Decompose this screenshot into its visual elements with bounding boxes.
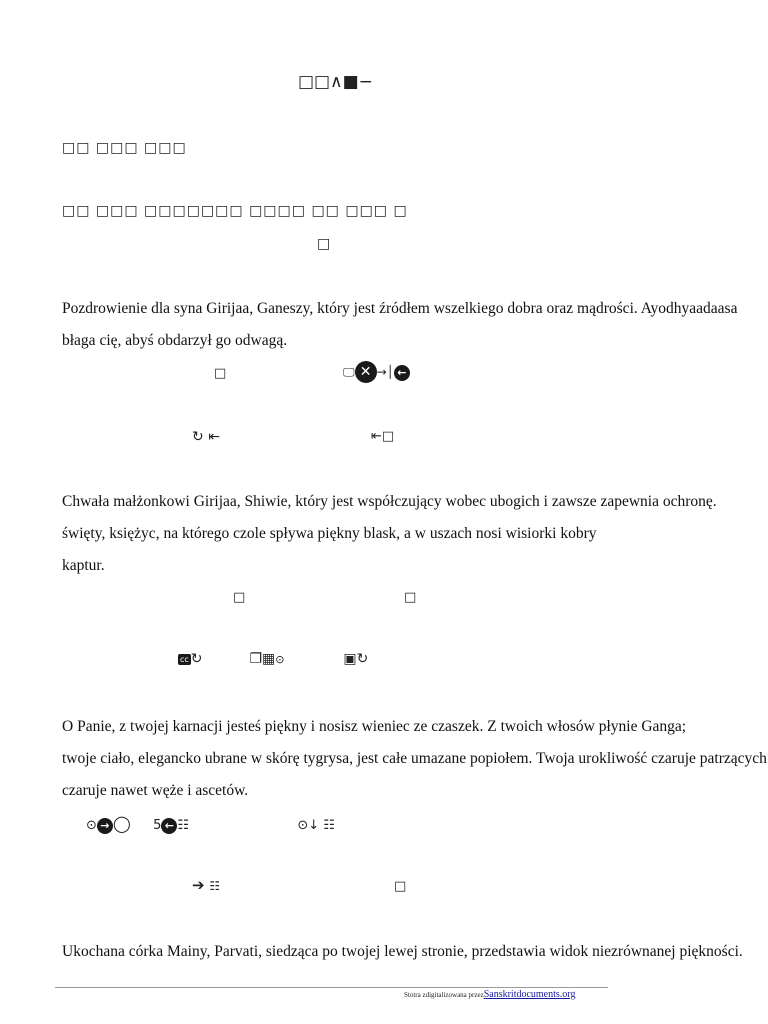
icon-row-3 <box>178 651 368 667</box>
forward-circle-icon: → <box>97 818 113 834</box>
list-icon-2: ☷ <box>323 818 335 833</box>
paragraph-3-line-1: O Panie, z twojej karnacji jesteś piękny i nosisz wieniec ze czaszek. Z twoich włosów płynie Ganga; <box>62 718 687 735</box>
icon-row-4 <box>86 814 335 834</box>
icon-row-5 <box>192 876 220 894</box>
more-icon: ⊙ <box>275 653 285 666</box>
placeholder-box-1: □ <box>214 366 227 381</box>
placeholder-box-2: □ <box>381 429 395 444</box>
placeholder-box-3: □ <box>233 590 246 605</box>
icon-row-2-right <box>371 429 394 444</box>
icon-row-1 <box>343 361 410 383</box>
paragraph-1-line-2: błaga cię, abyś obdarzył go odwagą. <box>62 332 288 349</box>
exit-icon: │ <box>386 365 394 379</box>
paragraph-3-line-2: twoje ciało, elegancko ubrane w skórę tygrysa, jest całe umazane popiołem. Twoja urokliwość czaruje patrzących <box>62 750 767 767</box>
list-icon-3: ☷ <box>209 879 221 893</box>
verse-line-2: □□ □□□ □□□□□□□ □□□□ □□ □□□ □ <box>62 203 408 219</box>
back-circle-icon: ← <box>394 365 410 381</box>
grid-icon: ▦ <box>262 651 276 667</box>
refresh-icon: ↻ <box>192 429 204 445</box>
refresh-bold-icon: ↻ <box>190 651 203 667</box>
login-icon: ⇤ <box>208 429 220 445</box>
placeholder-box-4: □ <box>404 590 417 605</box>
close-circle-icon: ✕ <box>355 361 377 383</box>
verse-line-3: □ <box>317 236 331 252</box>
paragraph-2-line-1: Chwała małżonkowi Girijaa, Shiwie, który jest współczujący wobec ubogich i zawsze zapewnia ochronę. <box>62 493 717 510</box>
monitor-icon: 🖵 <box>343 365 355 379</box>
footer-text: Stotra zdigitalizowana przez <box>404 991 484 999</box>
heading-glyph-text: □□∧■− <box>298 72 373 92</box>
login-box-icon: ⇤ <box>371 429 382 444</box>
back-circle-icon-2: ← <box>161 818 177 834</box>
footer-link[interactable]: Sanskritdocuments.org <box>483 989 576 1000</box>
copy-icon: ❐ <box>249 651 262 667</box>
footer <box>404 989 575 1000</box>
empty-circle-icon: ◯ <box>112 814 131 833</box>
paragraph-1-line-1: Pozdrowienie dla syna Girijaa, Ganeszy, który jest źródłem wszelkiego dobra oraz mądrości. Ayodhyaadaasa <box>62 300 738 317</box>
paragraph-2-line-3: kaptur. <box>62 557 105 574</box>
arrow-right-bold-icon: ➔ <box>192 876 205 894</box>
paragraph-2-line-2: święty, księżyc, na którego czole spływa piękny blask, a w uszach nosi wisiorki kobry <box>62 525 597 542</box>
closed-caption-icon: cc <box>180 654 189 664</box>
arrow-down-icon: ↓ <box>308 818 320 833</box>
placeholder-box-5: □ <box>394 879 407 894</box>
circle-arrow-icon: ⊙ <box>86 818 97 833</box>
paragraph-3-line-3: czaruje nawet węże i ascetów. <box>62 782 249 799</box>
number-five-icon: 5 <box>153 818 162 833</box>
heading-glyphs <box>298 72 373 92</box>
portrait-icon: ▣ <box>343 651 357 667</box>
footer-divider <box>55 987 608 988</box>
paragraph-4-line-1: Ukochana córka Mainy, Parvati, siedząca po twojej lewej stronie, przedstawia widok niezrównanej piękności. <box>62 943 743 960</box>
arrow-right-icon: → <box>376 365 387 379</box>
verse-line-1: □□ □□□ □□□ <box>62 140 187 156</box>
circle-right-icon: ⊙ <box>297 818 309 833</box>
refresh-icon-2: ↻ <box>356 651 369 667</box>
list-icon: ☷ <box>177 818 190 833</box>
icon-row-2-left <box>192 429 220 445</box>
